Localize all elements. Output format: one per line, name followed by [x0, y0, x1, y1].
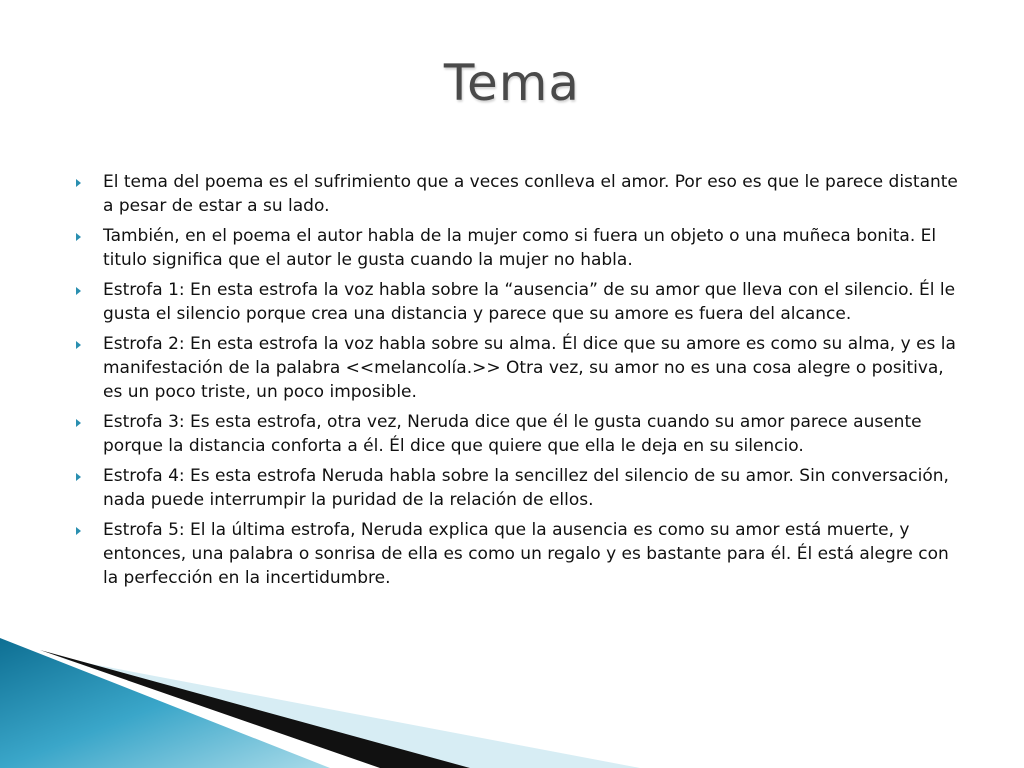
bullet-item — [76, 410, 966, 458]
bullet-text: El tema del poema es el sufrimiento que a veces conlleva el amor. Por eso es que le parece distante a pesar de estar a su lado. — [103, 172, 958, 216]
bullet-arrow-icon — [76, 473, 81, 481]
bullet-arrow-icon — [76, 419, 81, 427]
slide-title: Tema — [443, 54, 581, 112]
bullet-lead: Estrofa 5 — [103, 520, 179, 540]
bullet-arrow-icon — [76, 341, 81, 349]
bullet-arrow-icon — [76, 179, 81, 187]
bullet-arrow-icon — [76, 287, 81, 295]
bullet-text: : Es esta estrofa, otra vez, Neruda dice que él le gusta cuando su amor parece ausente porque la distancia conforta a él. Él dice que quiere que ella le deja en su silencio. — [103, 412, 922, 456]
bullet-lead: Estrofa 3 — [103, 412, 179, 432]
bullet-text: : Es esta estrofa Neruda habla sobre la sencillez del silencio de su amor. Sin conversación, nada puede interrumpir la puridad de la relación de ellos. — [103, 466, 949, 510]
corner-decoration — [0, 638, 1024, 768]
bullet-arrow-icon — [76, 233, 81, 241]
bullet-list — [76, 170, 966, 596]
bullet-item — [76, 518, 966, 590]
bullet-text: : El la última estrofa, Neruda explica que la ausencia es como su amor está muerte, y entonces, una palabra o sonrisa de ella es como un regalo y es bastante para él. Él está alegre con la perfección en la incertidumbre. — [103, 520, 949, 588]
bullet-text: : En esta estrofa la voz habla sobre su alma. Él dice que su amore es como su alma, y es la manifestación de la palabra <<melancolía.>> Otra vez, su amor no es una cosa alegre o positiva, es un poco triste, un poco imposible. — [103, 334, 956, 402]
bullet-item — [76, 278, 966, 326]
bullet-lead: Estrofa 1 — [103, 280, 179, 300]
bullet-text: También, en el poema el autor habla de la mujer como si fuera un objeto o una muñeca bonita. El titulo significa que el autor le gusta cuando la mujer no habla. — [103, 226, 937, 270]
bullet-lead: Estrofa 2 — [103, 334, 179, 354]
bullet-item — [76, 464, 966, 512]
bullet-text: : En esta estrofa la voz habla sobre la “ausencia” de su amor que lleva con el silencio. Él le gusta el silencio porque crea una distancia y parece que su amore es fuera del alcance. — [103, 280, 956, 324]
bullet-item — [76, 170, 966, 218]
bullet-arrow-icon — [76, 527, 81, 535]
bullet-item — [76, 332, 966, 404]
bullet-item — [76, 224, 966, 272]
bullet-lead: Estrofa 4 — [103, 466, 179, 486]
